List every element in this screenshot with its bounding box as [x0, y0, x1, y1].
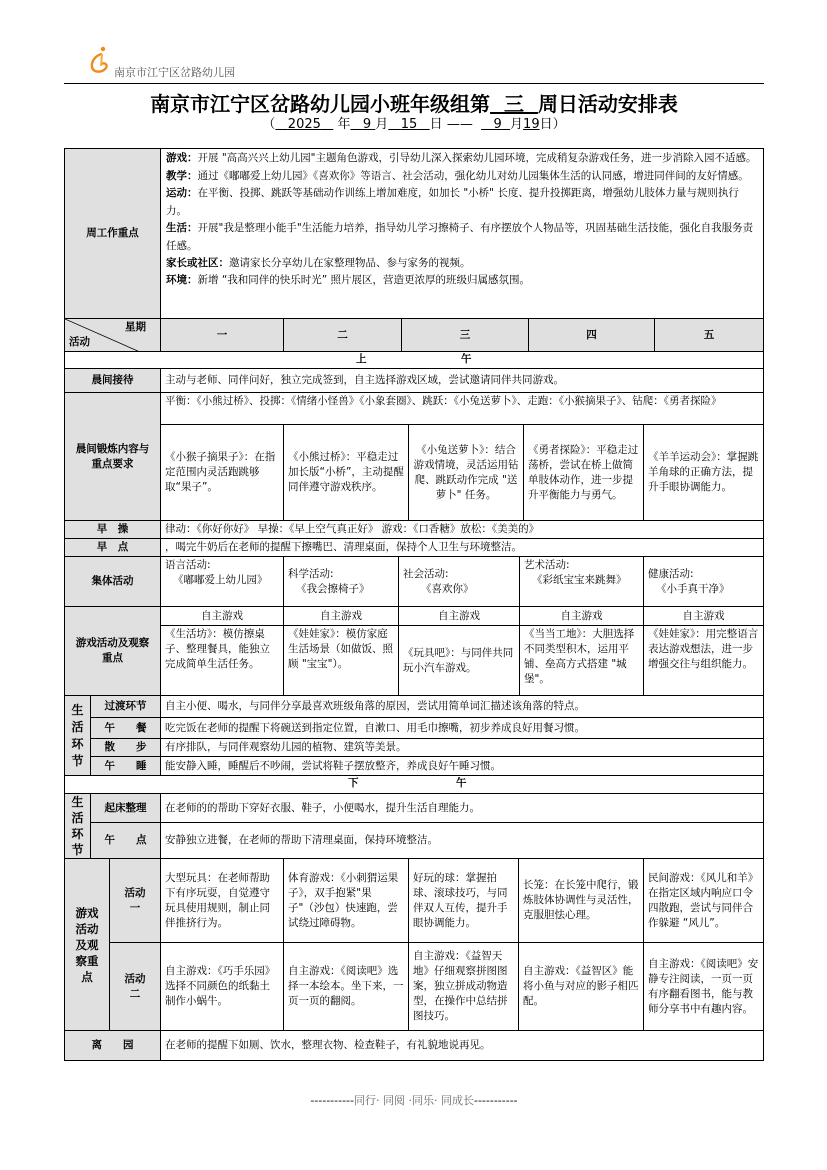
snack-text: ，喝完牛奶后在老师的提醒下擦嘴巴、清理桌面，保持个人卫生与环境整洁。	[160, 538, 764, 557]
activity2-fri: 自主游戏：《阅读吧》安静专注阅读，一页一页有序翻看图书，能与教师分享书中有趣内容。	[643, 942, 764, 1031]
date-range: （ 2025 年 9 月 15 日 —— 9 月19日）	[262, 117, 566, 132]
game-activity-label: 游戏活动及观察重点	[64, 606, 161, 696]
activity1-mon: 大型玩具：在老师帮助下有序玩耍，自觉遵守玩具使用规则，制止同伴推挤行为。	[160, 858, 284, 943]
wakeup-text: 在老师的的帮助下穿好衣服、鞋子，小便喝水，提升生活自理能力。	[160, 793, 764, 823]
game-tue: 《娃娃家》：模仿家庭生活场景（如做饭、照顾 "宝宝"）。	[283, 625, 399, 696]
exercise-label: 晨间锻炼内容与重点要求	[64, 392, 161, 521]
lunch-text: 吃完饭在老师的提醒下将碗送到指定位置，自漱口、用毛巾擦嘴，初步养成良好用餐习惯。	[160, 717, 764, 739]
activity2-wed: 自主游戏：《益智天地》仔细观察拼图图案，独立拼成动物造型，在操作中总结拼图技巧。	[408, 942, 519, 1031]
header-divider	[64, 83, 764, 84]
activity2-mon: 自主游戏：《巧手乐园》选择不同颜色的纸黏土制作小蜗牛。	[160, 942, 284, 1031]
reception-text: 主动与老师、同伴问好，独立完成签到，自主选择游戏区域，尝试邀请同伴共同游戏。	[160, 368, 764, 393]
activity1-thu: 长笼：在长笼中爬行，锻炼肢体协调性与灵活性，克服胆怯心理。	[518, 858, 644, 943]
week-number: 三	[504, 92, 524, 116]
title-suffix: 周日活动安排表	[537, 92, 678, 116]
exercise-fri: 《羊羊运动会》：掌握跳羊角球的正确方法，提升手眼协调能力。	[643, 424, 764, 521]
school-logo-text: 南京市江宁区岔路幼儿园	[114, 66, 235, 79]
week-label: 星期	[125, 321, 146, 333]
exercise-mon: 《小猴子摘果子》：在指定范围内灵活跑跳够取“果子”。	[160, 424, 284, 521]
day-header-tue: 二	[283, 318, 402, 352]
footer-motto: -----------同行· 同阅 ·同乐· 同成长-----------	[310, 1094, 518, 1107]
snack-label: 早 点	[64, 538, 161, 557]
walk-text: 有序排队，与同伴观察幼儿园的植物、建筑等美景。	[160, 738, 764, 757]
school-logo-icon	[88, 45, 112, 75]
group-activity-thu: 艺术活动: 《彩纸宝宝来跳舞》	[519, 556, 644, 607]
group-activity-mon: 语言活动: 《嘟嘟爱上幼儿园》	[160, 556, 284, 607]
walk-label: 散 步	[90, 738, 161, 757]
transition-text: 自主小便、喝水，与同伴分享最喜欢班级角落的原因，尝试用简单词汇描述该角落的特点。	[160, 695, 764, 718]
afternoon-games-group-label: 游戏活动及观察重点	[64, 858, 110, 1031]
activity1-tue: 体育游戏：《小刺猬运果子》，双手抱紧"果子"（沙包）快速跑，尝试绕过障碍物。	[283, 858, 409, 943]
group-activity-fri: 健康活动: 《小手真干净》	[643, 556, 764, 607]
motto-text: 同行· 同阅 ·同乐· 同成长	[354, 1094, 474, 1107]
start-day: 15	[400, 117, 418, 132]
activity1-wed: 好玩的球：掌握拍球、滚球技巧，与同伴双人互传，提升手眼协调能力。	[408, 858, 519, 943]
game-wed: 《玩具吧》：与同伴共同玩小汽车游戏。	[398, 625, 520, 696]
lunch-label: 午 餐	[90, 717, 161, 739]
game-header-mon: 自主游戏	[160, 606, 284, 626]
activity2-label: 活动二	[109, 942, 161, 1031]
activity1-label: 活动一	[109, 858, 161, 943]
focus-item-game: 游戏：开展 "高高兴兴上幼儿园"主题角色游戏，引导幼儿深入探索幼儿园环境，完成稍复杂游戏任务，进一步消除入园不适感。	[166, 152, 757, 164]
activity-label: 活动	[69, 336, 90, 348]
focus-item-sports: 运动：在平衡、投掷、跳跃等基础动作训练上增加难度，如加长 "小桥" 长度、提升投掷距离，增强幼儿肢体力量与规则执行力。	[166, 187, 739, 217]
afternoon-section-label: 下 午	[64, 775, 764, 794]
game-mon: 《生活坊》：模仿擦桌子、整理餐具，能独立完成简单生活任务。	[160, 625, 284, 696]
day-header-corner	[64, 318, 161, 352]
game-header-fri: 自主游戏	[643, 606, 764, 626]
day-header-wed: 三	[401, 318, 529, 352]
activity2-tue: 自主游戏：《阅读吧》选择一本绘本。坐下来，一页一页的翻阅。	[283, 942, 409, 1031]
exercise-plan: 平衡：《小熊过桥》、投掷：《情绪小怪兽》《小象套圈》、跳跃：《小兔送萝卜》、走跑：《小猴摘果子》、钻爬：《勇者探险》	[160, 392, 764, 425]
focus-item-parents: 家长或社区：邀请家长分享幼儿在家整理物品、参与家务的视频。	[166, 257, 471, 269]
leave-text: 在老师的提醒下如厕、饮水，整理衣物、检查鞋子，有礼貌地说再见。	[160, 1030, 764, 1061]
end-month: 9	[493, 117, 502, 132]
group-activity-wed: 社会活动: 《喜欢你》	[398, 556, 520, 607]
game-header-tue: 自主游戏	[283, 606, 399, 626]
day-header-thu: 四	[528, 318, 655, 352]
game-fri: 《娃娃家》：用完整语言表达游戏想法，进一步增强交往与组织能力。	[643, 625, 764, 696]
morning-exercise-text: 律动：《你好你好》 早操：《早上空气真正好》 游戏：《口香糖》放松：《美美的》	[160, 520, 764, 539]
game-header-wed: 自主游戏	[398, 606, 520, 626]
day-header-mon: 一	[160, 318, 284, 352]
nap-text: 能安静入睡，睡醒后不吵闹，尝试将鞋子摆放整齐，养成良好午睡习惯。	[160, 756, 764, 776]
leave-label: 离 园	[64, 1030, 161, 1061]
activity2-thu: 自主游戏：《益智区》能将小鱼与对应的影子相匹配。	[518, 942, 644, 1031]
game-thu: 《当当工地》：大胆选择不同类型积木，运用平铺、垒高方式搭建 "城堡"。	[519, 625, 644, 696]
wakeup-label: 起床整理	[90, 793, 161, 823]
focus-item-life: 生活：开展"我是整理小能手"生活能力培养，指导幼儿学习擦椅子、有序摆放个人物品等，巩固基础生活技能，强化自我服务责任感。	[166, 222, 754, 252]
morning-section-label: 上 午	[64, 351, 764, 369]
start-month: 9	[362, 117, 372, 132]
morning-exercise-label: 早 操	[64, 520, 161, 539]
end-day: 19	[523, 117, 540, 132]
game-header-thu: 自主游戏	[519, 606, 644, 626]
nap-label: 午 睡	[90, 756, 161, 776]
year: 2025	[287, 117, 321, 132]
exercise-wed: 《小兔送萝卜》：结合游戏情境，灵活运用钻爬、跳跃动作完成 "送萝卜" 任务。	[408, 424, 524, 521]
group-activity-tue: 科学活动: 《我会擦椅子》	[283, 556, 399, 607]
day-header-fri: 五	[654, 318, 764, 352]
weekly-focus-content	[160, 148, 764, 319]
transition-label: 过渡环节	[90, 695, 161, 718]
weekly-focus-label: 周工作重点	[64, 148, 161, 319]
morning-life-group-label: 生活环节	[64, 695, 91, 776]
group-activity-label: 集体活动	[64, 556, 161, 607]
afternoon-snack-label: 午 点	[90, 822, 161, 859]
activity1-fri: 民间游戏：《风儿和羊》在指定区域内响应口令四散跑，尝试与同伴合作躲避 “风儿”。	[643, 858, 764, 943]
reception-label: 晨间接待	[64, 368, 161, 393]
afternoon-snack-text: 安静独立进餐，在老师的帮助下清理桌面，保持环境整洁。	[160, 822, 764, 859]
exercise-tue: 《小熊过桥》：平稳走过加长版“小桥”，主动提醒同伴遵守游戏秩序。	[283, 424, 409, 521]
afternoon-life-group-label: 生活环节	[64, 793, 91, 859]
focus-item-environment: 环境：新增 “我和同伴的快乐时光” 照片展区，营造更浓厚的班级归属感氛围。	[166, 273, 531, 286]
exercise-thu: 《勇者探险》：平稳走过荡桥，尝试在桥上做简单肢体动作，进一步提升平衡能力与勇气。	[523, 424, 644, 521]
focus-item-teaching: 教学：通过《嘟嘟爱上幼儿园》《喜欢你》等语言、社会活动，强化幼儿对幼儿园集体生活的认同感，增进同伴间的友好情感。	[166, 169, 749, 182]
title-prefix: 南京市江宁区岔路幼儿园小班年级组第	[150, 92, 491, 116]
